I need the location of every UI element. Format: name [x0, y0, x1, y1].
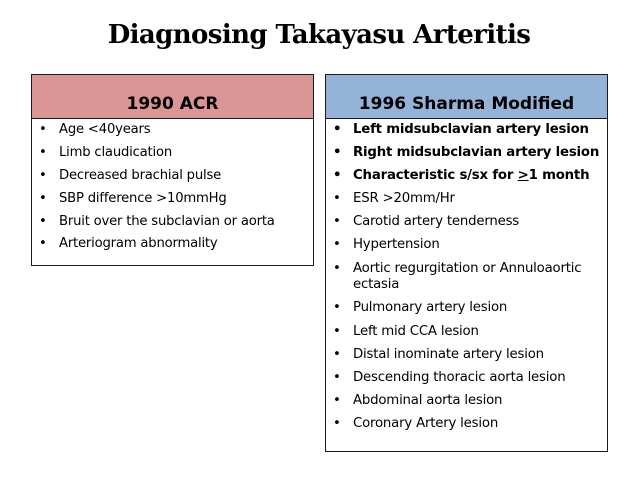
list-item: • Distal inominate artery lesion — [333, 346, 544, 362]
list-item: • Left midsubclavian artery lesion — [333, 122, 589, 137]
acr-criteria-list — [32, 119, 313, 253]
acr-panel-header-label: 1990 ACR — [126, 94, 219, 114]
bullet-icon: • — [333, 392, 341, 408]
bullet-icon: • — [333, 168, 342, 184]
list-item: • Arteriogram abnormality — [39, 236, 218, 252]
list-item: • SBP difference >10mmHg — [39, 190, 227, 206]
acr-criteria-list-box — [31, 119, 314, 266]
list-item: • Carotid artery tenderness — [333, 214, 520, 230]
bullet-icon: • — [39, 236, 47, 252]
sharma-criteria-list-box — [325, 119, 608, 452]
bullet-icon: • — [333, 237, 341, 253]
list-item: • Right midsubclavian artery lesion — [333, 145, 600, 161]
bullet-icon: • — [333, 415, 341, 431]
bullet-icon: • — [333, 346, 341, 362]
sharma-criteria-list — [326, 119, 607, 433]
bullet-icon: • — [333, 323, 341, 339]
sharma-panel-header-label: 1996 Sharma Modified — [358, 94, 575, 114]
list-item: • Left mid CCA lesion — [333, 323, 479, 339]
bullet-icon: • — [39, 122, 47, 137]
list-item: • Decreased brachial pulse — [39, 167, 222, 183]
bullet-icon: • — [333, 369, 341, 385]
list-item: • Coronary Artery lesion — [333, 415, 499, 431]
list-item: • Age <40years — [39, 122, 151, 137]
list-item: • Abdominal aorta lesion — [333, 392, 503, 408]
list-item: • Characteristic s/sx for >1 month — [333, 168, 590, 184]
bullet-icon: • — [39, 144, 47, 160]
list-item: • ESR >20mm/Hr — [333, 191, 455, 207]
list-item: • Hypertension — [333, 237, 440, 253]
slide-title: Diagnosing Takayasu Arteritis — [107, 20, 531, 50]
bullet-icon: • — [39, 190, 47, 206]
list-item: • Pulmonary artery lesion — [333, 300, 508, 316]
sharma-panel-header — [325, 74, 608, 119]
acr-panel-header — [31, 74, 314, 119]
bullet-icon: • — [39, 213, 47, 229]
bullet-icon: • — [333, 122, 342, 137]
bullet-icon: • — [333, 145, 342, 161]
bullet-icon: • — [333, 214, 341, 230]
list-item: • Bruit over the subclavian or aorta — [39, 213, 275, 229]
bullet-icon: • — [333, 191, 341, 207]
bullet-icon: • — [333, 260, 341, 276]
list-item: • Limb claudication — [39, 144, 173, 160]
list-item: • Descending thoracic aorta lesion — [333, 369, 566, 385]
list-item: • Aortic regurgitation or Annuloaortic ectasia — [333, 260, 582, 293]
bullet-icon: • — [333, 300, 341, 316]
bullet-icon: • — [39, 167, 47, 183]
